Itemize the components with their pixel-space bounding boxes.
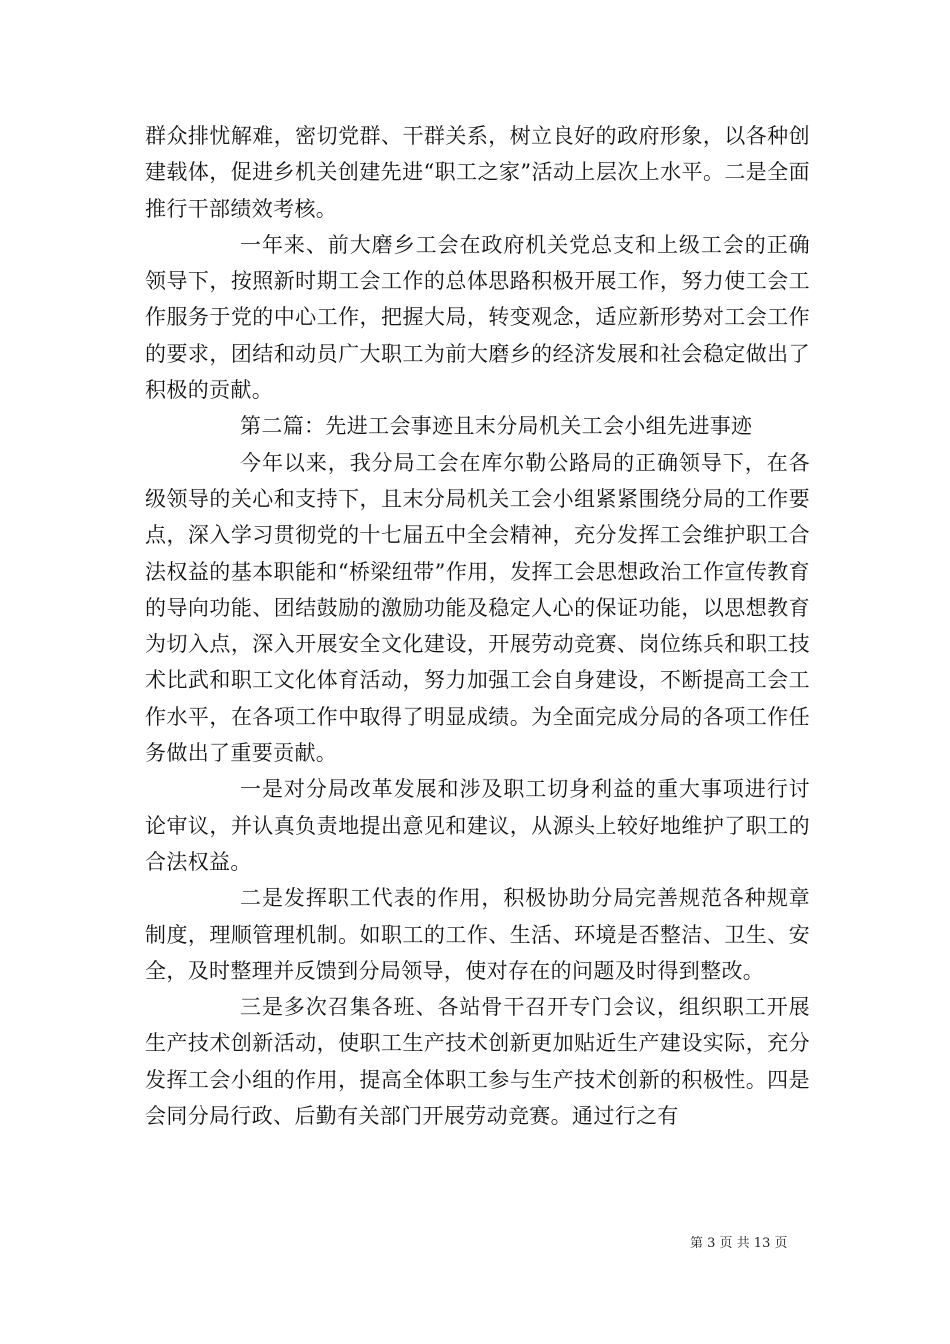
paragraph-6: 三是多次召集各班、各站骨干召开专门会议，组织职工开展生产技术创新活动，使职工生产技术创新更加贴近生产建设实际，充分发挥工会小组的作用，提高全体职工参与生产技术创新的积极性。四是会同分局行政、后勤有关部门开展劳动竞赛。通过行之有 <box>145 995 810 1129</box>
paragraph-3: 今年以来，我分局工会在库尔勒公路局的正确领导下，在各级领导的关心和支持下，且末分局机关工会小组紧紧围绕分局的工作要点，深入学习贯彻党的十七届五中全会精神，充分发挥工会维护职工合法权益的基本职能和“桥梁纽带”作用，发挥工会思想政治工作宣传教育的导向功能、团结鼓励的激励功能及稳定人心的保证功能，以思想教育为切入点，深入开展安全文化建设，开展劳动竞赛、岗位练兵和职工技术比武和职工文化体育活动，努力加强工会自身建设，不断提高工会工作水平，在各项工作中取得了明显成绩。为全面完成分局的各项工作任务做出了重要贡献。 <box>145 450 810 766</box>
document-body <box>145 118 810 1134</box>
section-heading: 第二篇：先进工会事迹且末分局机关工会小组先进事迹 <box>240 414 753 439</box>
paragraph-4: 一是对分局改革发展和涉及职工切身利益的重大事项进行讨论审议，并认真负责地提出意见和建议，从源头上较好地维护了职工的合法权益。 <box>145 777 810 874</box>
page-number: 第 3 页 共 13 页 <box>690 1236 788 1251</box>
paragraph-1: 群众排忧解难，密切党群、干群关系，树立良好的政府形象，以各种创建载体，促进乡机关创建先进“职工之家”活动上层次上水平。二是全面推行干部绩效考核。 <box>145 124 810 221</box>
paragraph-5: 二是发挥职工代表的作用，积极协助分局完善规范各种规章制度，理顺管理机制。如职工的工作、生活、环境是否整洁、卫生、安全，及时整理并反馈到分局领导，使对存在的问题及时得到整改。 <box>145 886 810 983</box>
paragraph-2: 一年来、前大磨乡工会在政府机关党总支和上级工会的正确领导下，按照新时期工会工作的总体思路积极开展工作，努力使工会工作服务于党的中心工作，把握大局，转变观念，适应新形势对工会工作的要求，团结和动员广大职工为前大磨乡的经济发展和社会稳定做出了积极的贡献。 <box>145 232 810 403</box>
